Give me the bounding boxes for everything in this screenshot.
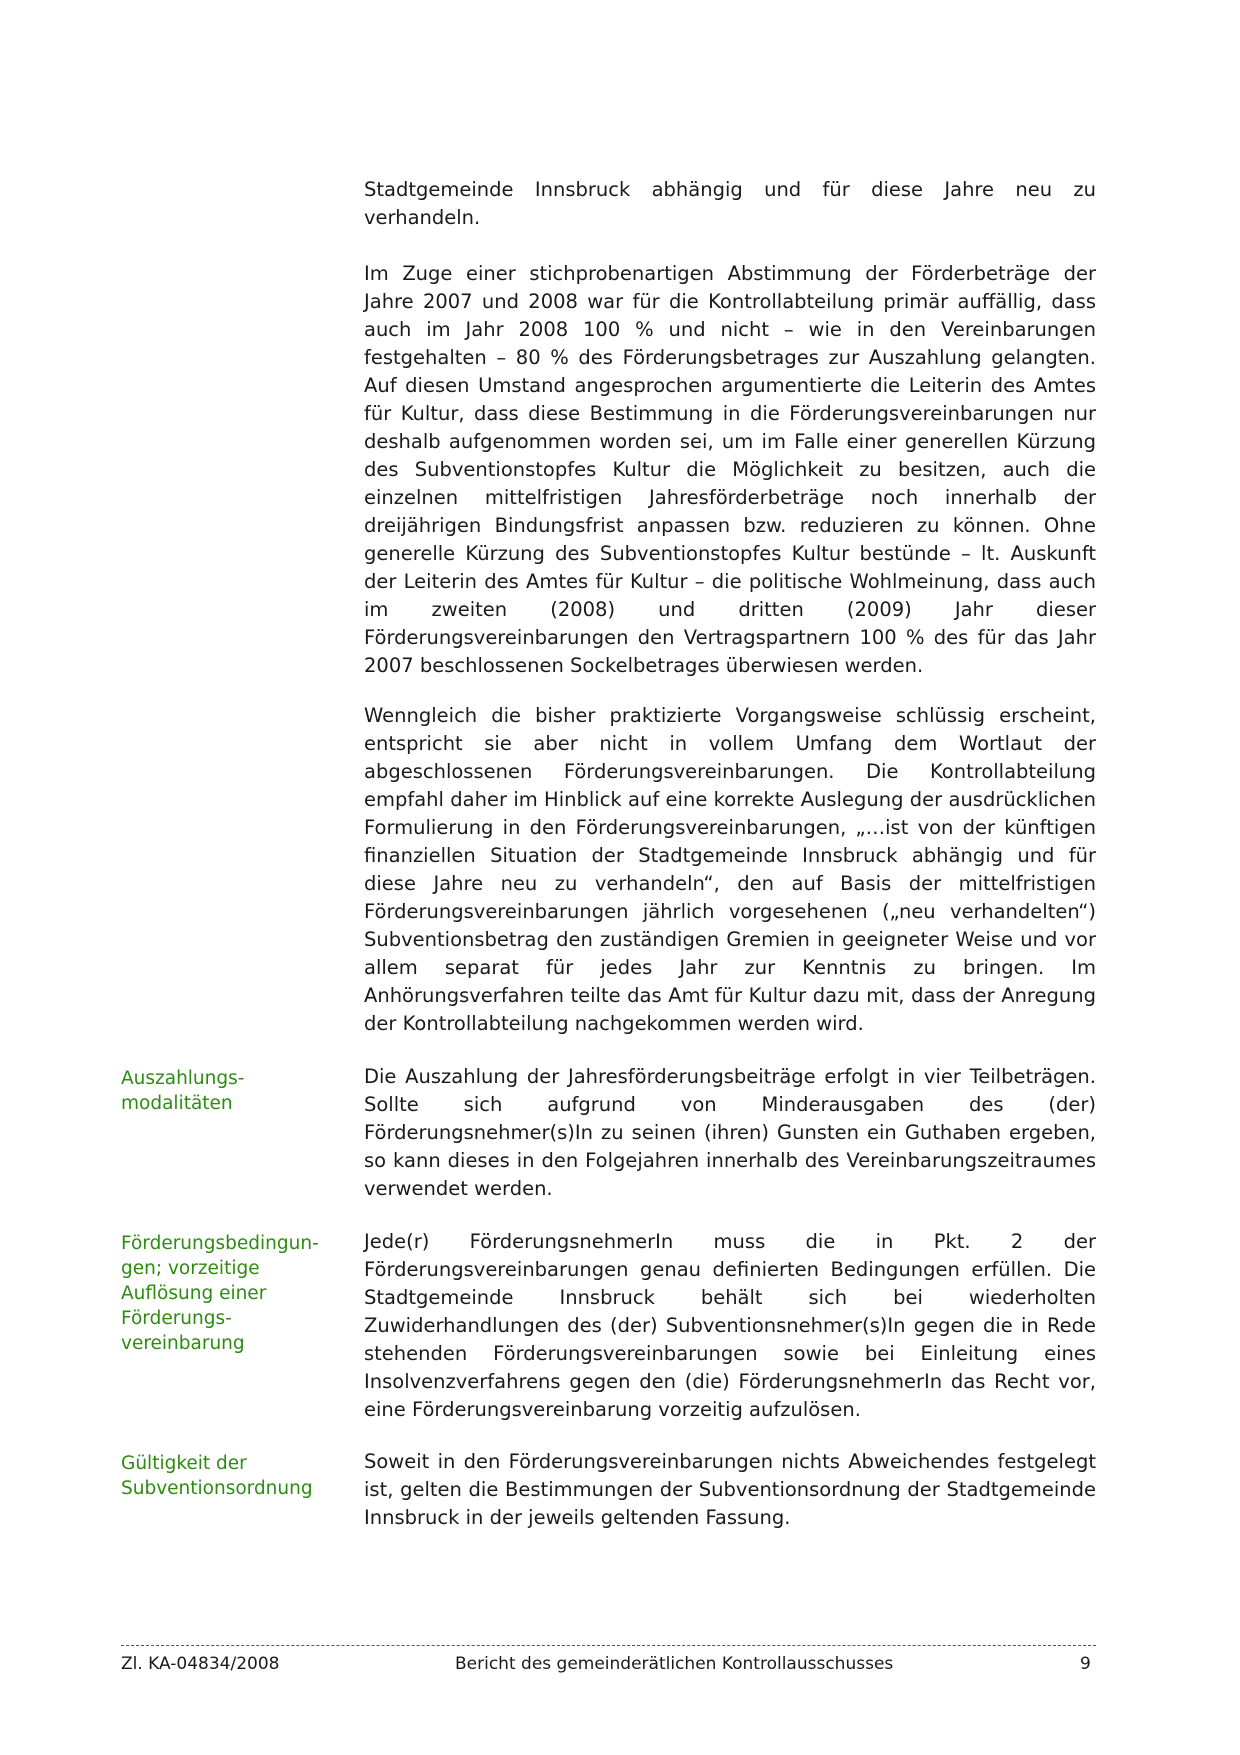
margin-note-line: modalitäten <box>121 1093 233 1114</box>
paragraph-stichprobe: Im Zuge einer stichprobenartigen Abstimmung der Förderbeträge der Jahre 2007 und 2008 war für die Kontrollabteilung primär auffällig, dass auch im Jahr 2008 100 % und nicht – wie in den Vereinbarungen festgehalten – 80 % des Förderungsbetrages zur Auszahlung gelangten. Auf diesen Umstand angesprochen argumentierte die Leiterin des Amtes für Kultur, dass diese Bestimmung in die Förderungsvereinbarungen nur deshalb aufgenommen worden sei, um im Falle einer generellen Kürzung des Subventionstopfes Kultur die Möglichkeit zu besitzen, auch die einzelnen mittelfristigen Jahresförderbeträge noch innerhalb der dreijährigen Bindungsfrist anpassen bzw. reduzieren zu können. Ohne generelle Kürzung des Subventionstopfes Kultur bestünde – lt. Auskunft der Leiterin des Amtes für Kultur – die politische Wohlmeinung, dass auch im zweiten (2008) und dritten (2009) Jahr dieser Förderungsvereinbarungen den Vertragspartnern 100 % des für das Jahr 2007 beschlossenen Sockelbetrages überwiesen werden. <box>364 262 1096 677</box>
page-number: 9 <box>1080 1654 1091 1674</box>
margin-note-line: Gültigkeit der <box>121 1453 247 1474</box>
paragraph-vorgangsweise: Wenngleich die bisher praktizierte Vorgangsweise schlüssig erscheint, entspricht sie aber nicht in vollem Umfang dem Wortlaut der abgeschlossenen Förderungsvereinbarungen. Die Kontrollabteilung empfahl daher im Hinblick auf eine korrekte Auslegung der ausdrücklichen Formulierung in den Förderungsvereinbarungen, „…ist von der künftigen finanziellen Situation der Stadtgemeinde Innsbruck abhängig und für diese Jahre neu zu verhandeln“, den auf Basis der mittelfristigen Förderungsvereinbarungen jährlich vorgesehenen („neu verhandelten“) Subventionsbetrag den zuständigen Gremien in geeigneter Weise und vor allem separat für jedes Jahr zur Kenntnis zu bringen. Im Anhörungsverfahren teilte das Amt für Kultur dazu mit, dass der Anregung der Kontrollabteilung nachgekommen werden wird. <box>364 704 1096 1035</box>
margin-note-line: Auszahlungs- <box>121 1068 245 1089</box>
margin-note-line: Förderungsbedingun- <box>121 1233 319 1254</box>
footer-title: Bericht des gemeinderätlichen Kontrollausschusses <box>455 1654 894 1674</box>
margin-note-gueltigkeit <box>121 1451 331 1501</box>
margin-note-line: vereinbarung <box>121 1333 245 1354</box>
margin-note-line: Auflösung einer <box>121 1283 267 1304</box>
paragraph-bedingungen: Jede(r) FörderungsnehmerIn muss die in Pkt. 2 der Förderungsvereinbarungen genau definierten Bedingungen erfüllen. Die Stadtgemeinde Innsbruck behält sich bei wiederholten Zuwiderhandlungen des (der) Subventionsnehmer(s)In gegen die in Rede stehenden Förderungsvereinbarungen sowie bei Einleitung eines Insolvenzverfahrens gegen den (die) FörderungsnehmerIn das Recht vor, eine Förderungsvereinbarung vorzeitig aufzulösen. <box>364 1230 1096 1421</box>
margin-note-line: Förderungs- <box>121 1308 232 1329</box>
paragraph-gueltigkeit: Soweit in den Förderungsvereinbarungen nichts Abweichendes festgelegt ist, gelten die Bestimmungen der Subventionsordnung der Stadtgemeinde Innsbruck in der jeweils geltenden Fassung. <box>364 1450 1096 1529</box>
margin-note-auszahlung <box>121 1066 331 1116</box>
footer-reference: Zl. KA-04834/2008 <box>121 1654 280 1674</box>
margin-note-line: gen; vorzeitige <box>121 1258 260 1279</box>
paragraph-auszahlung: Die Auszahlung der Jahresförderungsbeiträge erfolgt in vier Teilbeträgen. Sollte sich aufgrund von Minderausgaben des (der) Förderungsnehmer(s)In zu seinen (ihren) Gunsten ein Guthaben ergeben, so kann dieses in den Folgejahren innerhalb des Vereinbarungszeitraumes verwendet werden. <box>364 1065 1096 1200</box>
paragraph-continuation: Stadtgemeinde Innsbruck abhängig und für diese Jahre neu zu verhandeln. <box>364 178 1096 229</box>
margin-note-foerderungsbedingungen <box>121 1231 331 1356</box>
margin-note-line: Subventionsordnung <box>121 1478 313 1499</box>
footer-divider <box>121 1645 1096 1646</box>
